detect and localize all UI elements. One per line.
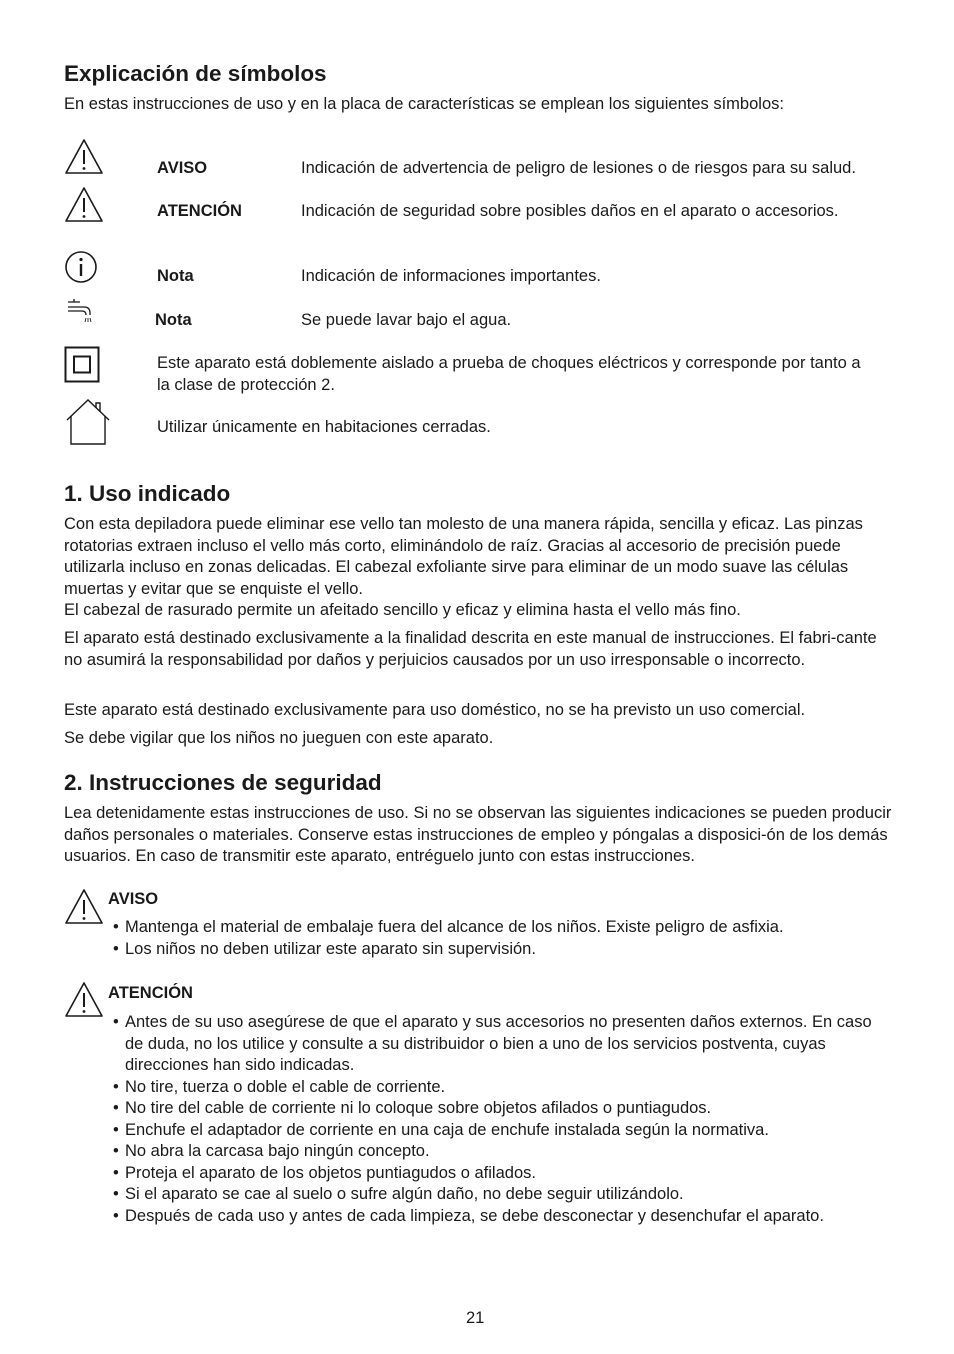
list-item: • No tire del cable de corriente ni lo coloque sobre objetos afilados o puntiagudos. xyxy=(113,1098,883,1120)
symbol-label-nota-water: Nota xyxy=(155,311,192,329)
caution-title: ATENCIÓN xyxy=(108,984,193,1002)
list-item: • No tire, tuerza o doble el cable de corriente. xyxy=(113,1077,883,1099)
list-item: • Después de cada uso y antes de cada limpieza, se debe desconectar y desenchufar el aparato. xyxy=(113,1206,883,1228)
list-item: • Los niños no deben utilizar este aparato sin supervisión. xyxy=(113,939,903,961)
double-insulation-icon xyxy=(64,346,100,384)
list-item: • Antes de su uso asegúrese de que el aparato y sus accesorios no presenten daños externos. En caso de duda, no los utilice y consulte a su distribuidor o bien a uno de los servicios postventa, cuyas direcciones han sido indicadas. xyxy=(113,1012,883,1077)
symbol-description-atencion: Indicación de seguridad sobre posibles daños en el aparato o accesorios. xyxy=(301,202,839,220)
list-item: • Si el aparato se cae al suelo o sufre algún daño, no debe seguir utilizándolo. xyxy=(113,1184,883,1206)
symbol-label-nota-info: Nota xyxy=(157,267,194,285)
indoor-use-house-icon xyxy=(65,398,111,446)
symbol-description-double-insulation: Este aparato está doblemente aislado a prueba de choques eléctricos y corresponde por tanto a la clase de protección 2. xyxy=(157,354,861,394)
symbol-label-atencion: ATENCIÓN xyxy=(157,202,242,220)
info-icon xyxy=(64,250,98,284)
warning-triangle-icon xyxy=(64,138,104,176)
list-item: • Proteja el aparato de los objetos puntiagudos o afilados. xyxy=(113,1163,883,1185)
warning-title: AVISO xyxy=(108,890,159,908)
intended-use-paragraph: Se debe vigilar que los niños no jueguen con este aparato. xyxy=(64,729,494,747)
warning-triangle-icon xyxy=(64,888,104,926)
page-number: 21 xyxy=(466,1309,485,1327)
water-tap-icon xyxy=(66,296,96,324)
intended-use-title: 1. Uso indicado xyxy=(64,481,231,506)
safety-intro: Lea detenidamente estas instrucciones de uso. Si no se observan las siguientes indicaciones se pueden producir daños personales o materiales. Conserve estas instrucciones de empleo y póngalas a disposici-ón de los demás usuarios. En caso de transmitir este aparato, entréguelo junto con estas instrucciones. xyxy=(64,804,892,865)
list-item: • Enchufe el adaptador de corriente en una caja de enchufe instalada según la normativa. xyxy=(113,1120,883,1142)
intended-use-paragraph: El aparato está destinado exclusivamente a la finalidad descrita en este manual de instrucciones. El fabri-cante no asumirá la responsabilidad por daños y perjuicios causados por un uso irresponsable o incorrecto. xyxy=(64,629,877,669)
symbol-description-info: Indicación de informaciones importantes. xyxy=(301,267,601,285)
symbols-section-title: Explicación de símbolos xyxy=(64,61,327,86)
symbol-description-aviso: Indicación de advertencia de peligro de lesiones o de riesgos para su salud. xyxy=(301,159,856,177)
list-item: • No abra la carcasa bajo ningún concepto. xyxy=(113,1141,883,1163)
caution-list xyxy=(113,1012,883,1227)
intended-use-paragraph: Este aparato está destinado exclusivamente para uso doméstico, no se ha previsto un uso comercial. xyxy=(64,701,806,719)
list-item: • Mantenga el material de embalaje fuera del alcance de los niños. Existe peligro de asfixia. xyxy=(113,917,903,939)
intended-use-paragraph: Con esta depiladora puede eliminar ese vello tan molesto de una manera rápida, sencilla y eficaz. Las pinzas rotatorias extraen incluso el vello más corto, eliminándolo de raíz. Gracias al accesorio de precisión puede utilizarla incluso en zonas delicadas. El cabezal exfoliante sirve para eliminar de un modo suave las células muertas y evitar que se enquiste el vello. xyxy=(64,515,863,598)
warning-list xyxy=(113,917,903,960)
symbol-label-aviso: AVISO xyxy=(157,159,208,177)
warning-triangle-icon xyxy=(64,186,104,224)
symbol-description-indoor: Utilizar únicamente en habitaciones cerradas. xyxy=(157,418,491,436)
intended-use-paragraph: El cabezal de rasurado permite un afeitado sencillo y eficaz y elimina hasta el vello más fino. xyxy=(64,601,741,619)
safety-title: 2. Instrucciones de seguridad xyxy=(64,770,382,795)
symbols-intro: En estas instrucciones de uso y en la placa de características se emplean los siguientes símbolos: xyxy=(64,95,784,113)
symbol-description-water: Se puede lavar bajo el agua. xyxy=(301,311,512,329)
warning-triangle-icon xyxy=(64,981,104,1019)
